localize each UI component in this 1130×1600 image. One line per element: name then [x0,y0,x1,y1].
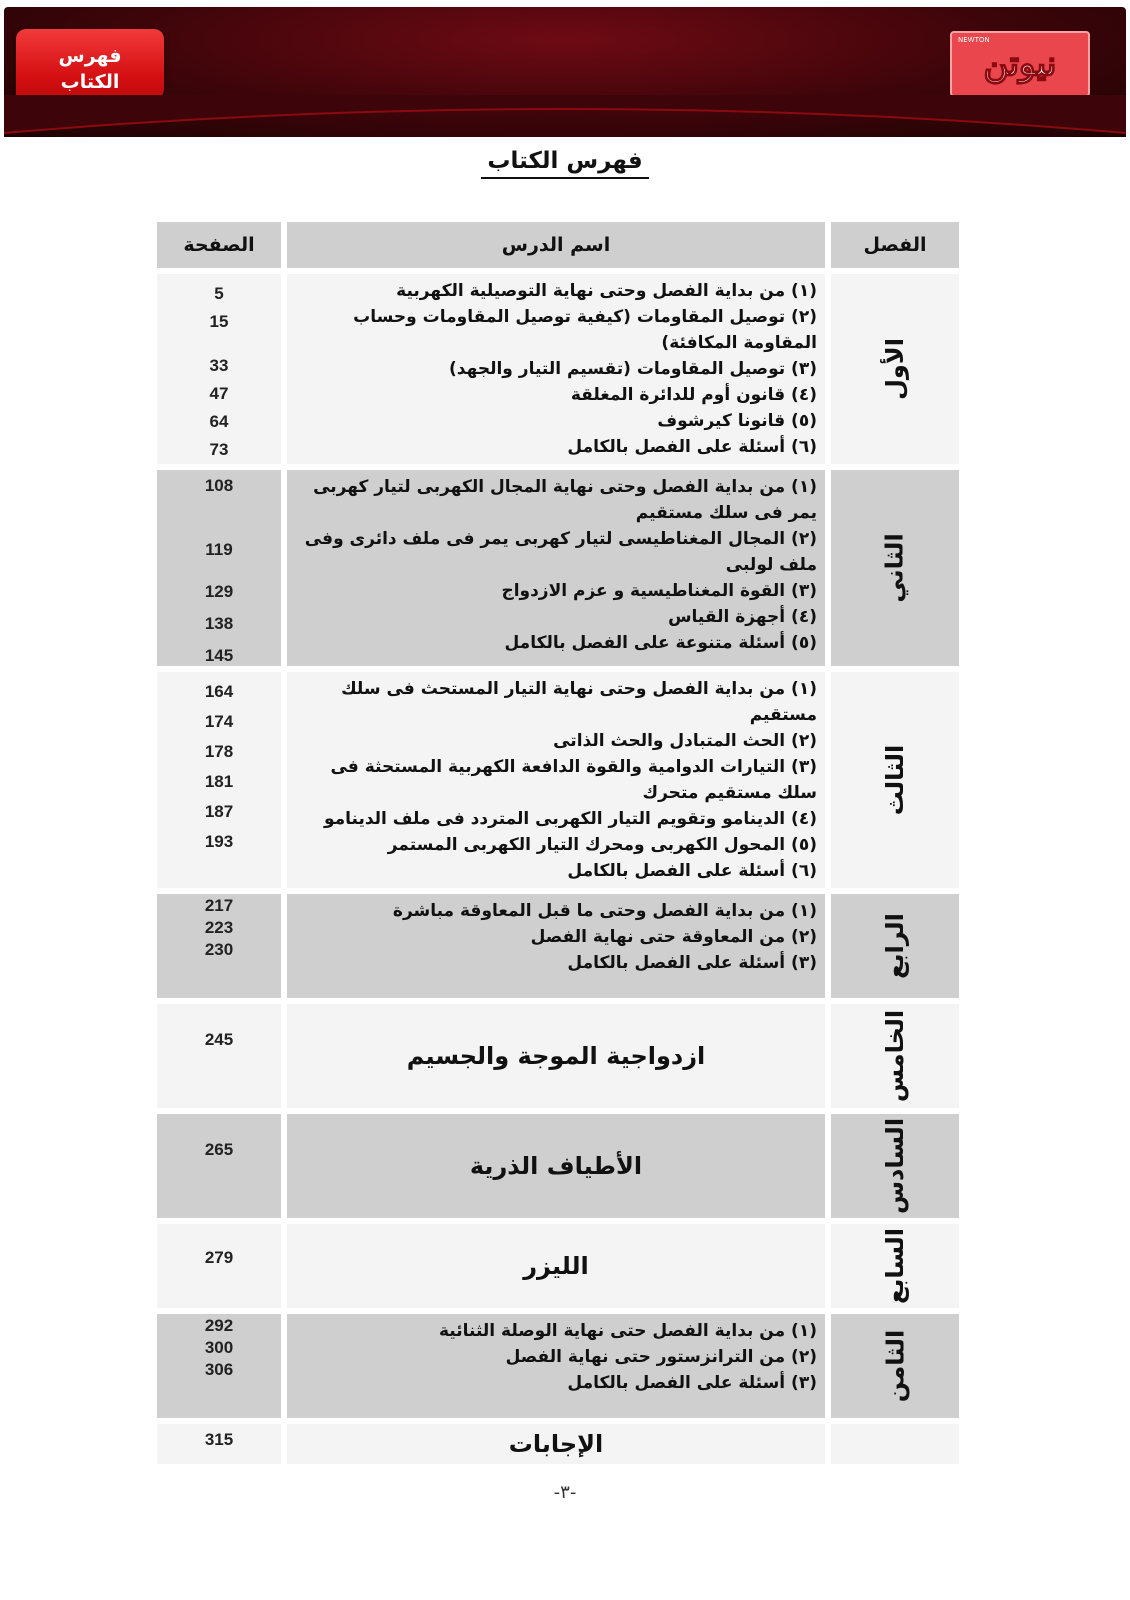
lesson-item: (١) من بداية الفصل وحتى نهاية التيار المستحث فى سلك مستقيم [341,679,817,725]
page-number: 245 [204,1030,234,1049]
page-number: 181 [204,772,234,791]
page-number: 108 [204,476,234,495]
page-number: 174 [204,712,234,731]
page-number-footer: -٣- [553,1482,577,1503]
answers-chapter-cell [831,1424,959,1464]
lesson-list [287,470,825,666]
lesson-item: (٢) المجال المغناطيسى لتيار كهربى يمر فى ملف دائرى وفى ملف لولبى [304,529,817,575]
contents-table [151,216,965,1470]
page-number: 73 [209,440,229,459]
chapter-title: ازدواجية الموجة والجسيم [287,1004,825,1108]
lesson-item: (٤) الدينامو وتقويم التيار الكهربى المتردد فى ملف الدينامو [323,809,817,829]
lesson-list [287,1314,825,1418]
lesson-item: (٣) أسئلة على الفصل بالكامل [567,1373,817,1393]
chapter-row-6 [157,1114,959,1218]
chapter-title: الليزر [287,1224,825,1308]
lesson-item: (١) من بداية الفصل وحتى نهاية التوصيلية الكهربية [396,281,817,301]
chapter-row-3 [157,672,959,888]
page-number: 145 [204,646,234,665]
badge-line-1: فهرس [58,45,122,67]
page-number: 129 [204,582,234,601]
page-number: 315 [204,1430,234,1449]
newton-logo [950,31,1090,97]
page-number: 119 [205,540,233,559]
page-number: 178 [204,742,234,761]
page-list [157,1004,281,1108]
lesson-item: (٦) أسئلة على الفصل بالكامل [567,861,817,881]
chapter-name: الرابع [831,894,959,998]
chapter-row-4 [157,894,959,998]
logo-small-text: NEWTON [958,36,990,44]
page-number: 187 [204,802,234,821]
lesson-item: (٢) الحث المتبادل والحث الذاتى [553,731,817,751]
page-list [157,672,281,888]
page-number: 33 [209,356,229,375]
badge-line-2: الكتاب [60,71,120,93]
lesson-item: (٥) أسئلة متنوعة على الفصل بالكامل [504,633,817,653]
lesson-item: (٢) من الترانزستور حتى نهاية الفصل [505,1347,817,1367]
chapter-name: السادس [831,1114,959,1218]
chapter-row-7 [157,1224,959,1308]
page-list [157,1314,281,1418]
page-number: 300 [204,1338,234,1357]
lesson-list [287,672,825,888]
page-number: 193 [204,832,234,851]
header-chapter: الفصل [831,222,959,268]
page-list [157,894,281,998]
chapter-row-5 [157,1004,959,1108]
header-page: الصفحة [157,222,281,268]
chapter-row-1 [157,274,959,464]
lesson-item: (٥) المحول الكهربى ومحرك التيار الكهربى المستمر [387,835,817,855]
page-number: 138 [204,614,234,633]
lesson-item: (٣) توصيل المقاومات (تقسيم التيار والجهد) [449,359,817,379]
page-list [157,1424,281,1464]
chapter-row-8 [157,1314,959,1418]
lesson-item: (١) من بداية الفصل وحتى نهاية المجال الكهربى لتيار كهربى يمر فى سلك مستقيم [313,477,817,523]
chapter-name: الأول [831,274,959,464]
page-number: 164 [204,682,234,701]
page-list [157,1224,281,1308]
lesson-item: (٥) قانونا كيرشوف [657,411,817,431]
lesson-list [287,274,825,464]
lesson-item: (١) من بداية الفصل حتى نهاية الوصلة الثنائية [438,1321,817,1341]
table-header-row [157,222,959,268]
chapter-name: الثاني [831,470,959,666]
lesson-item: (٦) أسئلة على الفصل بالكامل [567,437,817,457]
page-number: 306 [204,1360,234,1379]
page-list [157,1114,281,1218]
page-number: 230 [204,940,234,959]
logo-text: نيوتن [983,44,1057,84]
chapter-name: الخامس [831,1004,959,1108]
page-number: 292 [204,1316,234,1335]
lesson-item: (١) من بداية الفصل وحتى ما قبل المعاوقة مباشرة [392,901,817,921]
lesson-list [287,894,825,998]
page-number: 15 [209,312,229,331]
page-number: 5 [214,284,224,303]
chapter-row-2 [157,470,959,666]
answers-title: الإجابات [287,1424,825,1464]
page-number: 47 [209,384,229,403]
lesson-item: (٤) قانون أوم للدائرة المغلقة [570,385,817,405]
lesson-item: (٣) القوة المغناطيسية و عزم الازدواج [501,581,817,601]
header-lesson: اسم الدرس [287,222,825,268]
chapter-name: السابع [831,1224,959,1308]
answers-row [157,1424,959,1464]
page-list [157,274,281,464]
page-number: 64 [209,412,229,431]
chapter-name: الثامن [831,1314,959,1418]
lesson-item: (٢) توصيل المقاومات (كيفية توصيل المقاومات وحساب المقاومة المكافئة) [353,307,817,353]
lesson-item: (٣) أسئلة على الفصل بالكامل [567,953,817,973]
chapter-name: الثالث [831,672,959,888]
page-list [157,470,281,666]
lesson-item: (٣) التيارات الدوامية والقوة الدافعة الكهربية المستحثة فى سلك مستقيم متحرك [330,757,817,803]
page-number: 217 [204,896,234,915]
lesson-item: (٤) أجهزة القياس [668,607,817,627]
chapter-title: الأطياف الذرية [287,1114,825,1218]
page-title: فهرس الكتاب [0,148,1130,179]
lesson-item: (٢) من المعاوقة حتى نهاية الفصل [530,927,817,947]
page-number: 223 [204,918,234,937]
page-number: 265 [204,1140,234,1159]
page-number: 279 [204,1248,234,1267]
